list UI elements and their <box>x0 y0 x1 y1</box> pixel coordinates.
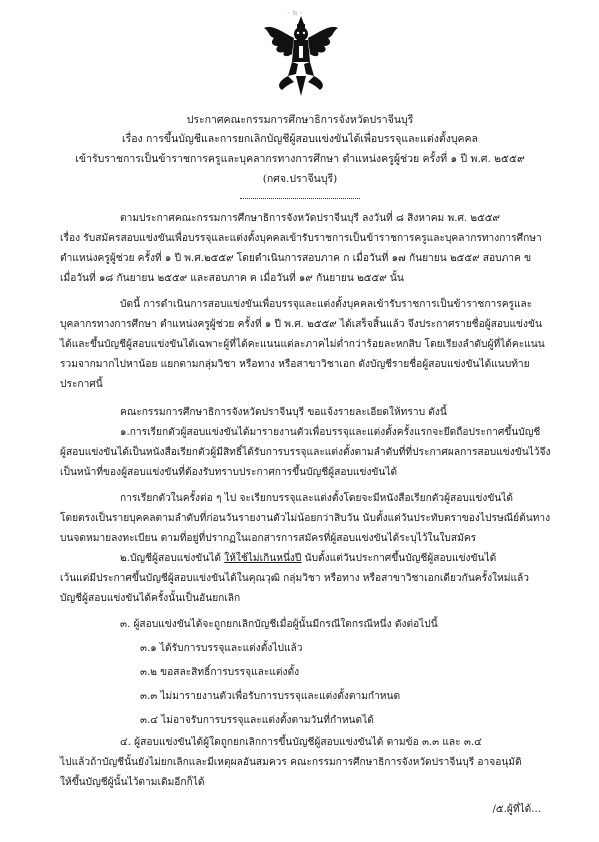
body-line: เรื่อง รับสมัครสอบแข่งขันเพื่อบรรจุและแต่งตั้งบุคคลเข้ารับราชการเป็นข้าราชการครูและบุคลากรทางการศึกษา <box>60 233 542 244</box>
continued-marker: /๕.ผู้ที่ได้... <box>492 804 541 815</box>
body-line: ไปแล้วถ้าบัญชีนั้นยังไม่ยกเลิกและมีเหตุผลอันสมควร คณะกรรมการศึกษาธิการจังหวัดปราจีนบุรี อาจอนุมัติ <box>60 757 522 768</box>
header-abbrev: (กศจ.ปราจีนบุรี) <box>262 173 338 185</box>
item-2-underlined: ให้ใช้ไม่เกินหนึ่งปี <box>224 553 302 564</box>
body-line: ประกาศนี้ <box>60 379 103 390</box>
item-3-3: ๓.๓ ไม่มารายงานตัวเพื่อรับการบรรจุและแต่งตั้งตามกำหนด <box>140 691 401 702</box>
item-2 <box>120 550 496 566</box>
item-3: ๓. ผู้สอบแข่งขันได้จะถูกยกเลิกบัญชีเมื่อผู้นั้นมีกรณีใดกรณีหนึ่ง ดังต่อไปนี้ <box>120 619 438 630</box>
body-line: ตำแหน่งครูผู้ช่วย ครั้งที่ ๑ ปี พ.ศ.๒๕๕๙ โดยดำเนินการสอบภาค ก เมื่อวันที่ ๑๗ กันยายน ๒๕๕๙ สอบภาค ข <box>60 253 532 264</box>
body-line: ให้ขึ้นบัญชีผู้นั้นไว้ตามเดิมอีกก็ได้ <box>60 777 205 788</box>
page-number: - ๒ - <box>287 8 303 17</box>
body-line: ตามประกาศคณะกรรมการศึกษาธิการจังหวัดปราจีนบุรี ลงวันที่ ๘ สิงหาคม พ.ศ. ๒๕๕๙ <box>120 213 501 224</box>
body-line: บัญชีผู้สอบแข่งขันได้ครั้งนั้นเป็นอันยกเลิก <box>60 593 241 604</box>
header-divider <box>240 198 360 199</box>
body-line: คณะกรรมการศึกษาธิการจังหวัดปราจีนบุรี ขอแจ้งรายละเอียดให้ทราบ ดังนี้ <box>120 407 447 418</box>
garuda-emblem <box>262 14 340 98</box>
body-line: การเรียกตัวในครั้งต่อ ๆ ไป จะเรียกบรรจุและแต่งตั้งโดยจะมีหนังสือเรียกตัวผู้สอบแข่งขันได้ <box>120 493 514 504</box>
body-line: โดยตรงเป็นรายบุคคลตามลำดับที่ก่อนวันรายงานตัวไม่น้อยกว่าสิบวัน นับตั้งแต่วันประทับตราของไปรษณีย์ต้นทาง <box>60 513 551 524</box>
item-3-4: ๓.๔ ไม่อาจรับการบรรจุและแต่งตั้งตามวันที่กำหนดได้ <box>140 715 374 726</box>
body-line: เว้นแต่มีประกาศขึ้นบัญชีผู้สอบแข่งขันได้ในคุณวุฒิ กลุ่มวิชา หรือทาง หรือสาขาวิชาเอกเดียวกันครั้งใหม่แล้ว <box>60 573 529 584</box>
item-1: ๑.การเรียกตัวผู้สอบแข่งขันได้มารายงานตัวเพื่อบรรจุและแต่งตั้งครั้งแรกจะยึดถือประกาศขึ้นบัญชี <box>120 427 541 438</box>
item-4: ๔. ผู้สอบแข่งขันได้ผู้ใดถูกยกเลิกการขึ้นบัญชีผู้สอบแข่งขันได้ ตามข้อ ๓.๓ และ ๓.๔ <box>120 737 482 748</box>
header-subject-cont: เข้ารับราชการเป็นข้าราชการครูและบุคลากรทางการศึกษา ตำแหน่งครูผู้ช่วย ครั้งที่ ๑ ปี พ.ศ. ๒๕๕๙ <box>75 153 525 165</box>
body-line: รวมจากมากไปหาน้อย แยกตามกลุ่มวิชา หรือทาง หรือสาขาวิชาเอก ดังบัญชีรายชื่อผู้สอบแข่งขันได้แนบท้าย <box>60 359 530 370</box>
body-line: บนจดหมายลงทะเบียน ตามที่อยู่ที่ปรากฏในเอกสารการสมัครที่ผู้สอบแข่งขันได้ระบุไว้ในใบสมัคร <box>60 533 477 544</box>
header-agency: ประกาศคณะกรรมการศึกษาธิการจังหวัดปราจีนบุรี <box>186 114 414 126</box>
body-line: เป็นหน้าที่ของผู้สอบแข่งขันที่ต้องรับทราบประกาศการขึ้นบัญชีผู้สอบแข่งขันได้ <box>60 467 398 478</box>
item-2-text: ๒.บัญชีผู้สอบแข่งขันได้ <box>120 553 221 564</box>
body-line: เมื่อวันที่ ๑๘ กันยายน ๒๕๕๙ และสอบภาค ค เมื่อวันที่ ๑๙ กันยายน ๒๕๕๙ นั้น <box>60 273 404 284</box>
body-line: บุคลากรทางการศึกษา ตำแหน่งครูผู้ช่วย ครั้งที่ ๑ ปี พ.ศ. ๒๕๕๙ ได้เสร็จสิ้นแล้ว จึงประกาศรายชื่อผู้สอบแข่งขัน <box>60 319 542 330</box>
item-3-2: ๓.๒ ขอสละสิทธิ์การบรรจุและแต่งตั้ง <box>140 667 300 678</box>
header-subject: เรื่อง การขึ้นบัญชีและการยกเลิกบัญชีผู้สอบแข่งขันได้เพื่อบรรจุและแต่งตั้งบุคคล <box>122 133 478 145</box>
body-line: ผู้สอบแข่งขันได้เป็นหนังสือเรียกตัวผู้มีสิทธิ์ได้รับการบรรจุและแต่งตั้งตามลำดับที่ที่ประกาศผลการสอบแข่งขันไว้จึง <box>60 447 551 458</box>
item-3-1: ๓.๑ ได้รับการบรรจุและแต่งตั้งไปแล้ว <box>140 643 303 654</box>
item-2-text-cont: นับตั้งแต่วันประกาศขึ้นบัญชีผู้สอบแข่งขันได้ <box>301 553 497 564</box>
body-line: ได้และขึ้นบัญชีผู้สอบแข่งขันได้เฉพาะผู้ที่ได้คะแนนแต่ละภาคไม่ต่ำกว่าร้อยละหกสิบ โดยเรียงลำดับผู้ที่ได้คะแนน <box>60 339 545 350</box>
body-line: บัดนี้ การดำเนินการสอบแข่งขันเพื่อบรรจุและแต่งตั้งบุคคลเข้ารับราชการเป็นข้าราชการครูและ <box>120 299 533 310</box>
